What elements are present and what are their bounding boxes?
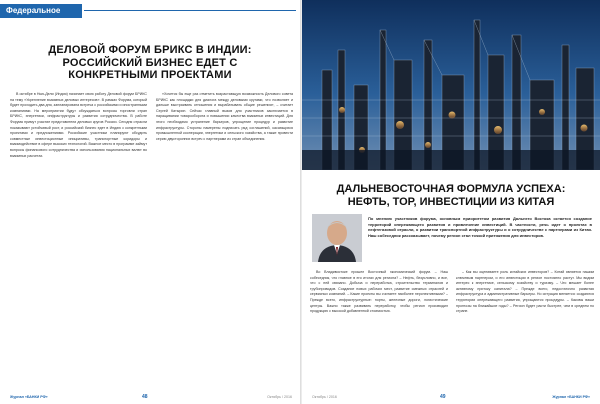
- speaker-portrait: [312, 214, 362, 262]
- body-column-1: [10, 92, 147, 384]
- body-column-2: [156, 92, 293, 384]
- footer-left: [10, 394, 48, 400]
- body-text: В октябре в Нью-Дели (Индия) начинает свою работу Деловой форум БРИКС на тему «Укрепление взаимных деловых интересов». В рамках Форума, который будет проходить два дня, запланирована встреча с российскими и иностранными компаниями. На мероприятии будут обсуждаться вопросы торговли стран БРИКС, энергетики, инфраструктуры и развития сотрудничества. В работе Форума примут участие представители деловых кругов России. Сегодня отрасли показывают устойчивый рост, и российский бизнес едет в Индию с конкретными проектами и предложениями. Российские участники планируют обсудить совместные инвестиционные инициативы, транспортные коридоры и взаимодействие в сфере высоких технологий. Важное место в программе займут вопросы финансового сотрудничества и использования национальных валют во взаимных расчетах.: [10, 92, 147, 158]
- body-text: Во Владивостоке прошел Восточный экономический форум. – Наш собеседник, что главное в его итогах для региона? – Нефть, безусловно, и все, что с ней связано. Добыча и переработка, строительство терминалов и трубопроводов. Создание новых рабочих мест, развитие смежных отраслей и сервисных компаний. – Какие проекты вы считаете наиболее перспективными? – Прежде всего, инфраструктурные: порты, железные дороги, логистические центры. Важно также развивать переработку, чтобы регион производил продукцию с высокой добавленной стоимостью.: [310, 270, 448, 314]
- speaker-portrait-illustration: [312, 214, 362, 262]
- footer-right: Октябрь / 2016: [267, 395, 292, 399]
- article-lead: По мнению участников форума, основным приоритетом развития Дальнего Востока остается создание территорий опережающего развития и привлечение инвестиций. В частности, речь идет о проектах в нефтегазовой отрасли, о развитии транспортной инфраструктуры и о сотрудничестве с партнерами из Китая. Наш собеседник рассказывает, почему регион стал точкой притяжения для инвесторов.: [368, 216, 592, 238]
- refinery-illustration: [302, 0, 600, 170]
- article-headline: ДАЛЬНЕВОСТОЧНАЯ ФОРМУЛА УСПЕХА: НЕФТЬ, ТОР, ИНВЕСТИЦИИ ИЗ КИТАЯ: [336, 183, 566, 208]
- body-text: – Как вы оцениваете роль китайских инвесторов? – Китай является нашим ключевым партнером, и его инвестиции в регион постоянно растут. Мы видим интерес к энергетике, сельскому хозяйству и туризму. – Что мешает более активному притоку капитала? – Прежде всего, недостаточно развитая инфраструктура и административные барьеры. Но ситуация меняется: создаются территории опережающего развития, упрощаются процедуры. – Каковы ваши прогнозы на ближайшие годы? – Регион будет расти быстрее, чем в среднем по стране.: [456, 270, 594, 314]
- footer-magazine: Журнал «БАНКИ РФ»: [552, 395, 590, 399]
- section-rubric: Федеральное: [0, 4, 82, 18]
- body-text: «Хочется бы еще раз отметить возрастающую возможность Делового совета БРИКС как площадки для диалога между деловыми кругами, что позволяет и дальше выстраивать отношения и вырабатывать общие решения», – считает Сергей Катырин. Сейчас главный вызов для участников заключается в наращивании товарооборота и повышении качества взаимных инвестиций. Для этого необходимо устранение барьеров, упрощение процедур и развитие инфраструктуры. Стороны намерены подписать ряд соглашений, касающихся промышленной кооперации, энергетики и сельского хозяйства, а также провести серию двусторонних встреч с партнерами из стран объединения.: [156, 92, 293, 141]
- page-number: 49: [440, 394, 446, 400]
- body-column-1: [310, 270, 448, 386]
- footer-left: Октябрь / 2016: [312, 395, 337, 399]
- article-body: [10, 92, 294, 390]
- refinery-photo: [302, 0, 600, 170]
- right-page: [302, 0, 600, 404]
- rubric-rule: [84, 10, 296, 11]
- article-body: [310, 270, 594, 388]
- article-headline: ДЕЛОВОЙ ФОРУМ БРИКС В ИНДИИ: РОССИЙСКИЙ БИЗНЕС ЕДЕТ С КОНКРЕТНЫМИ ПРОЕКТАМИ: [48, 44, 252, 81]
- footer-magazine: Журнал «БАНКИ РФ»: [10, 395, 48, 399]
- footer-right: [552, 394, 590, 400]
- page-number: 48: [142, 394, 148, 400]
- body-column-2: [456, 270, 594, 386]
